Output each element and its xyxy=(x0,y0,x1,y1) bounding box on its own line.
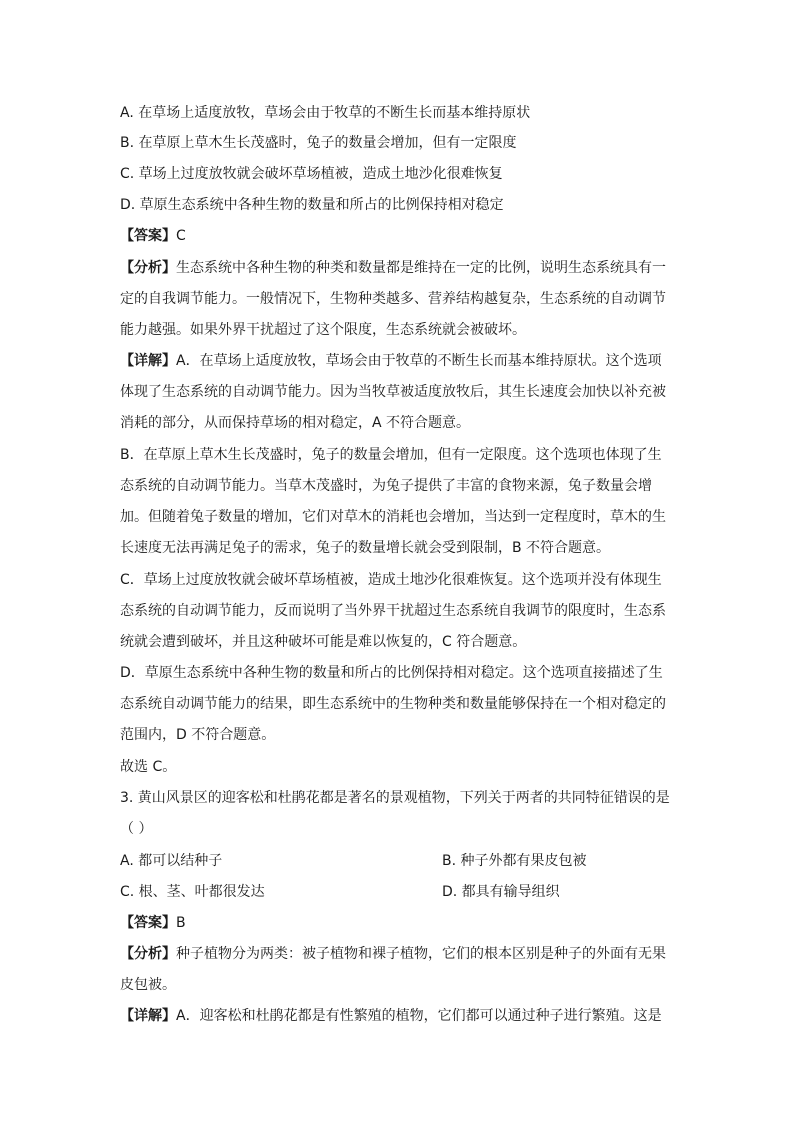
q2-detail-b-line-1: B．在草原上草木生长茂盛时，兔子的数量会增加，但有一定限度。这个选项也体现了生 xyxy=(120,447,662,463)
q2-analysis-line-2: 定的自我调节能力。一般情况下，生物种类越多、营养结构越复杂，生态系统的自动调节 xyxy=(120,291,666,307)
q2-detail-a-line-2: 体现了生态系统的自动调节能力。因为当牧草被适度放牧后，其生长速度会加快以补充被 xyxy=(120,384,666,400)
q2-detail-d-line-1: D．草原生态系统中各种生物的数量和所占的比例保持相对稳定。这个选项直接描述了生 xyxy=(120,665,663,681)
q3-stem-line-2: （ ） xyxy=(120,821,153,837)
answer-tag: 【答案】 xyxy=(120,228,176,244)
q2-detail-c-line-2: 态系统的自动调节能力，反而说明了当外界干扰超过生态系统自我调节的限度时，生态系 xyxy=(120,603,666,619)
detail-tag: 【详解】 xyxy=(120,1008,176,1024)
q2-detail-d-line-2: 态系统自动调节能力的结果，即生态系统中的生物种类和数量能够保持在一个相对稳定的 xyxy=(120,696,666,712)
q2-detail-a-line-3: 消耗的部分，从而保持草场的相对稳定，A 不符合题意。 xyxy=(120,415,471,431)
q2-option-d: D. 草原生态系统中各种生物的数量和所占的比例保持相对稳定 xyxy=(120,197,504,213)
detail-tag: 【详解】 xyxy=(120,353,176,369)
q2-detail-d-line-3: 范围内，D 不符合题意。 xyxy=(120,727,276,743)
analysis-tag: 【分析】 xyxy=(120,946,176,962)
answer-value: B xyxy=(176,915,186,931)
detail-text: A．迎客松和杜鹃花都是有性繁殖的植物，它们都可以通过种子进行繁殖。这是 xyxy=(176,1008,662,1024)
q3-detail-line-1 xyxy=(120,1006,680,1026)
q3-option-b: B. 种子外都有果皮包被 xyxy=(442,853,587,869)
q2-option-c: C. 草场上过度放牧就会破坏草场植被，造成土地沙化很难恢复 xyxy=(120,166,503,182)
analysis-text: 生态系统中各种生物的种类和数量都是维持在一定的比例，说明生态系统具有一 xyxy=(176,260,666,276)
q2-conclusion: 故选 C。 xyxy=(120,759,177,775)
q2-detail-a-line-1 xyxy=(120,351,680,371)
detail-text: A．在草场上适度放牧，草场会由于牧草的不断生长而基本维持原状。这个选项 xyxy=(176,353,662,369)
analysis-tag: 【分析】 xyxy=(120,260,176,276)
q2-option-a: A. 在草场上适度放牧，草场会由于牧草的不断生长而基本维持原状 xyxy=(120,105,531,121)
q2-detail-c-line-3: 统就会遭到破坏，并且这种破坏可能是难以恢复的，C 符合题意。 xyxy=(120,634,527,650)
q3-analysis-line-2: 皮包被。 xyxy=(120,977,176,993)
q2-option-b: B. 在草原上草木生长茂盛时，兔子的数量会增加，但有一定限度 xyxy=(120,135,517,151)
analysis-text: 种子植物分为两类：被子植物和裸子植物，它们的根本区别是种子的外面有无果 xyxy=(176,946,666,962)
q3-answer xyxy=(120,913,680,933)
q2-detail-b-line-2: 态系统的自动调节能力。当草木茂盛时，为兔子提供了丰富的食物来源，兔子数量会增 xyxy=(120,478,652,494)
q3-option-d: D. 都具有输导组织 xyxy=(442,884,560,900)
q2-detail-c-line-1: C．草场上过度放牧就会破坏草场植被，造成土地沙化很难恢复。这个选项并没有体现生 xyxy=(120,572,662,588)
q2-answer xyxy=(120,226,680,246)
q2-detail-b-line-4: 长速度无法再满足兔子的需求，兔子的数量增长就会受到限制，B 不符合题意。 xyxy=(120,540,611,556)
q2-detail-b-line-3: 加。但随着兔子数量的增加，它们对草木的消耗也会增加，当达到一定程度时，草木的生 xyxy=(120,509,666,525)
q3-analysis-line-1 xyxy=(120,944,680,964)
q3-option-c: C. 根、茎、叶都很发达 xyxy=(120,884,265,900)
answer-value: C xyxy=(176,228,186,244)
q2-analysis-line-3: 能力越强。如果外界干扰超过了这个限度，生态系统就会被破坏。 xyxy=(120,322,526,338)
q2-analysis-line-1 xyxy=(120,258,680,278)
answer-tag: 【答案】 xyxy=(120,915,176,931)
q3-stem-line-1: 3. 黄山风景区的迎客松和杜鹃花都是著名的景观植物，下列关于两者的共同特征错误的是 xyxy=(120,790,670,806)
q3-option-a: A. 都可以结种子 xyxy=(120,853,223,869)
